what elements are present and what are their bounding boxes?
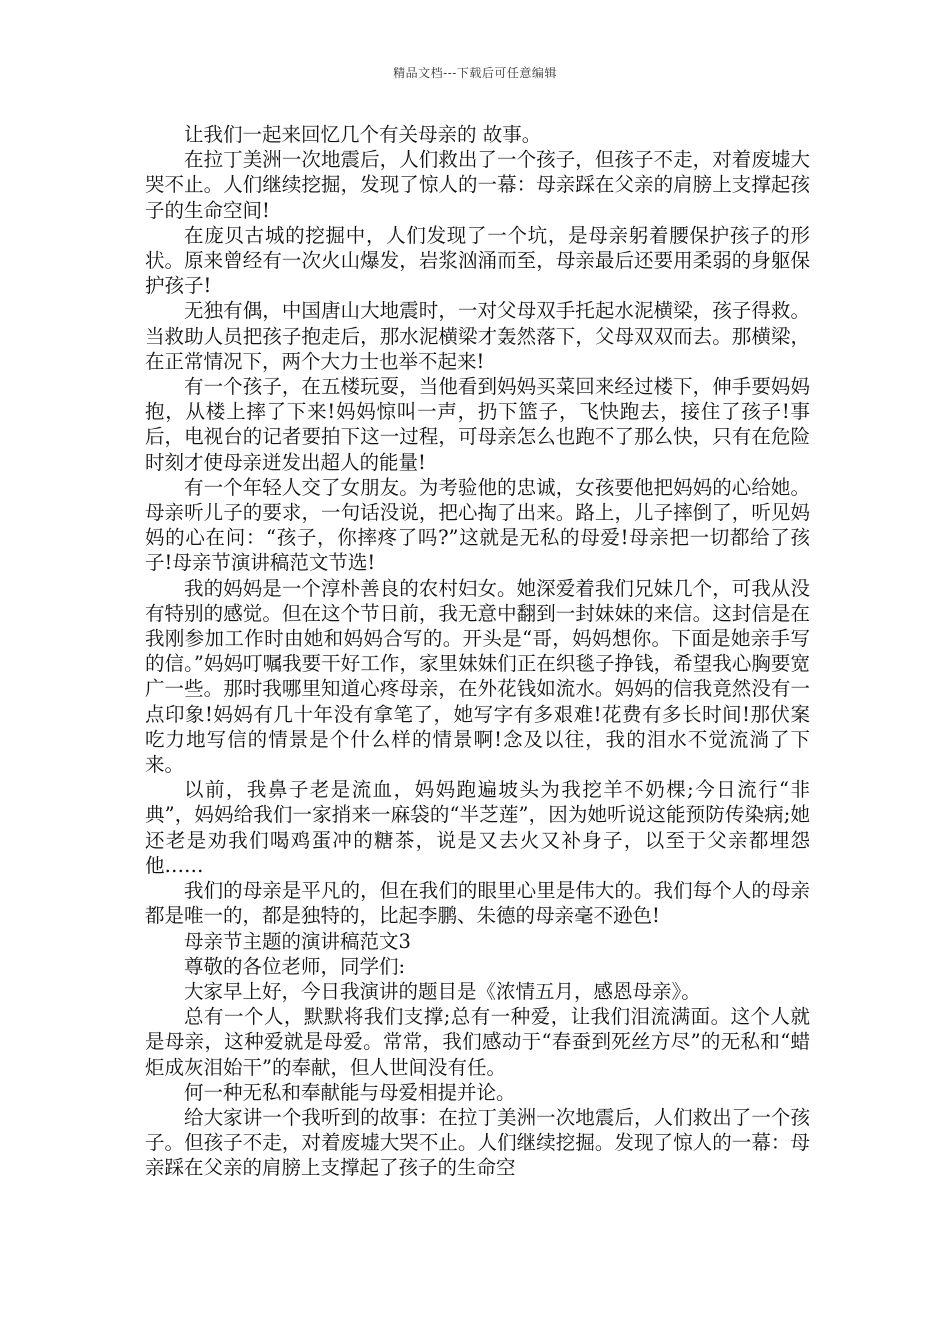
page-header: 精品文档---下载后可任意编辑 bbox=[393, 66, 557, 80]
paragraph-nosebleed: 以前，我鼻子老是流血，妈妈跑遍坡头为我挖羊不奶棵;今日流行“非典”，妈妈给我们一家捎来一麻袋的“半芝莲”，因为她听说这能预防传染病;她还老是劝我们喝鸡蛋冲的糖茶，说是又去火又补身子，以至于父亲都埋怨他…… bbox=[145, 778, 810, 877]
paragraph-ordinary-mother: 我们的母亲是平凡的，但在我们的眼里心里是伟大的。我们每个人的母亲都是唯一的，都是独特的，比起李鹏、朱德的母亲毫不逊色! bbox=[145, 879, 810, 928]
paragraph-greeting: 尊敬的各位老师，同学们: bbox=[184, 954, 406, 978]
section-title: 母亲节主题的演讲稿范文3 bbox=[184, 929, 411, 953]
paragraph-story: 给大家讲一个我听到的故事：在拉丁美洲一次地震后，人们救出了一个孩子。但孩子不走，对着废墟大哭不止。人们继续挖掘。发现了惊人的一幕：母亲踩在父亲的肩膀上支撑起了孩子的生命空 bbox=[145, 1105, 810, 1180]
paragraph-fifth-floor: 有一个孩子，在五楼玩耍，当他看到妈妈买菜回来经过楼下，伸手要妈妈抱，从楼上摔了下来!妈妈惊叫一声，扔下篮子，飞快跑去，接住了孩子!事后，电视台的记者要拍下这一过程，可母亲怎么也跑不了那么快，只有在危险时刻才使母亲迸发出超人的能量! bbox=[145, 375, 810, 474]
paragraph-speech-topic: 大家早上好，今日我演讲的题目是《浓情五月，感恩母亲》。 bbox=[184, 979, 701, 1003]
paragraph-pompeii: 在庞贝古城的挖掘中，人们发现了一个坑，是母亲躬着腰保护孩子的形状。原来曾经有一次火山爆发，岩浆汹涌而至，母亲最后还要用柔弱的身躯保护孩子! bbox=[145, 223, 810, 298]
paragraph-no-comparison: 何一种无私和奉献能与母爱相提并论。 bbox=[184, 1080, 516, 1104]
paragraph-my-mother: 我的妈妈是一个淳朴善良的农村妇女。她深爱着我们兄妹几个，可我从没有特别的感觉。但在这个节日前，我无意中翻到一封妹妹的来信。这封信是在我刚参加工作时由她和妈妈合写的。开头是“哥，妈妈想你。下面是她亲手写的信。”妈妈叮嘱我要干好工作，家里妹妹们正在织毯子挣钱，希望我心胸要宽广一些。那时我哪里知道心疼母亲，在外花钱如流水。妈妈的信我竟然没有一点印象!妈妈有几十年没有拿笔了，她写字有多艰难!花费有多长时间!那伏案吃力地写信的情景是个什么样的情景啊!念及以往，我的泪水不觉流淌了下来。 bbox=[145, 576, 810, 777]
paragraph-always-someone: 总有一个人，默默将我们支撑;总有一种爱，让我们泪流满面。这个人就是母亲，这种爱就是母爱。常常，我们感动于“春蚕到死丝方尽”的无私和“蜡炬成灰泪始干”的奉献，但人世间没有任。 bbox=[145, 1005, 810, 1079]
paragraph-intro: 让我们一起来回忆几个有关母亲的 故事。 bbox=[184, 123, 542, 146]
document-body bbox=[145, 122, 810, 1181]
paragraph-tangshan: 无独有偶，中国唐山大地震时，一对父母双手托起水泥横梁，孩子得救。当救助人员把孩子抱走后，那水泥横梁才轰然落下，父母双双而去。那横梁，在正常情况下，两个大力士也举不起来! bbox=[145, 299, 810, 373]
paragraph-latin-america-earthquake: 在拉丁美洲一次地震后，人们救出了一个孩子，但孩子不走，对着废墟大哭不止。人们继续挖掘，发现了惊人的一幕：母亲踩在父亲的肩膀上支撑起孩子的生命空间! bbox=[145, 148, 810, 222]
paragraph-mothers-heart: 有一个年轻人交了女朋友。为考验他的忠诚，女孩要他把妈妈的心给她。母亲听儿子的要求，一句话没说，把心掏了出来。路上，儿子摔倒了，听见妈妈的心在问：“孩子，你摔疼了吗?”这就是无私的母爱!母亲把一切都给了孩子!母亲节演讲稿范文节选! bbox=[145, 475, 810, 575]
